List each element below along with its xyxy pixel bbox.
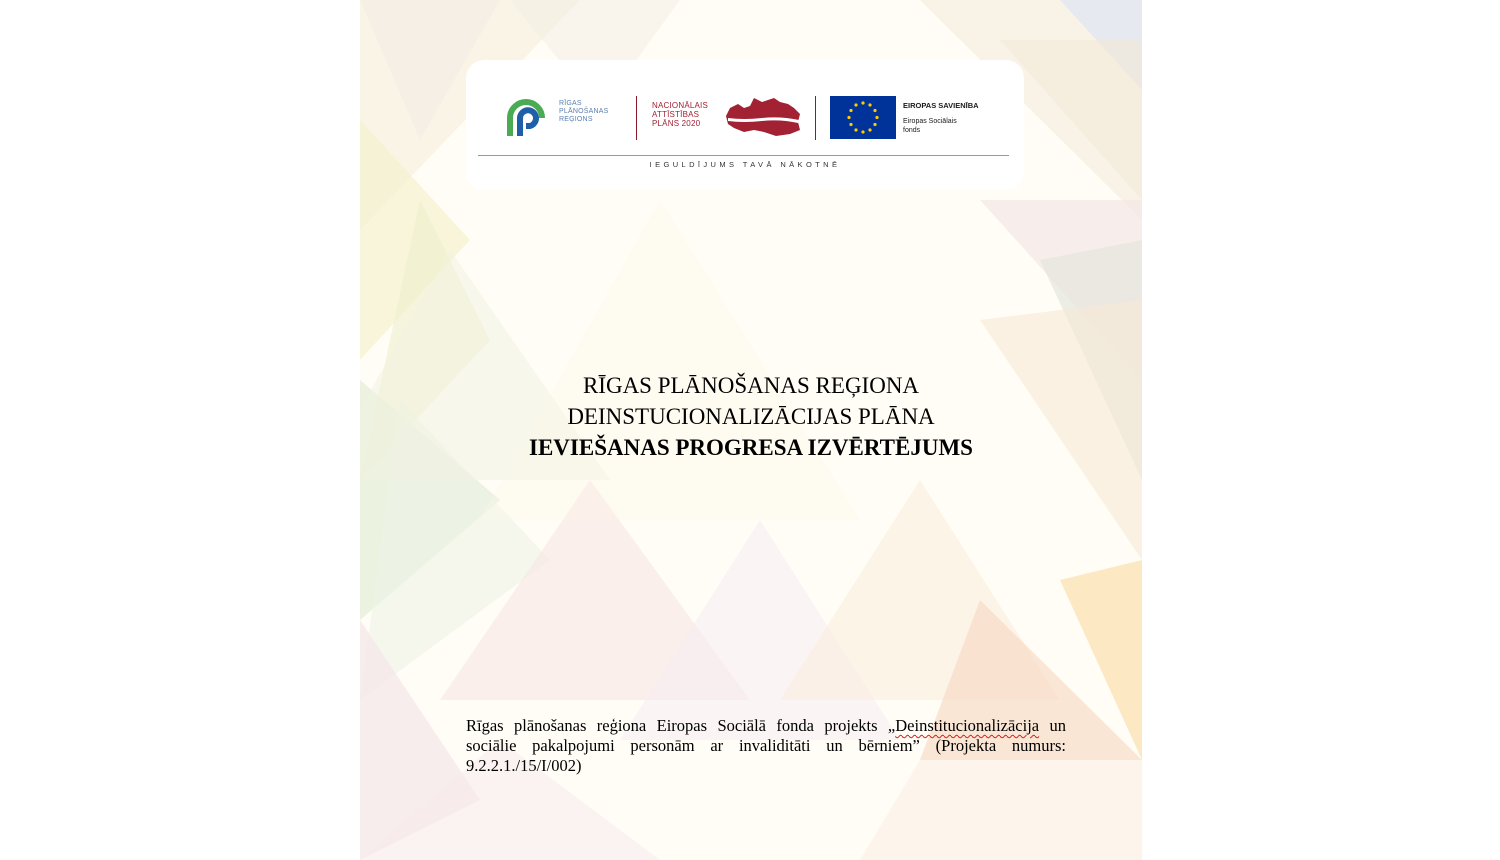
document-page — [360, 0, 1142, 860]
title-line-1: RĪGAS PLĀNOŠANAS REĢIONA — [582, 373, 920, 398]
eu-title: EIROPAS SAVIENĪBA — [903, 101, 979, 110]
logo-separator — [815, 96, 816, 140]
nap-logo-text: NACIONĀLAIS ATTĪSTĪBAS PLĀNS 2020 — [652, 101, 708, 128]
tagline: IEGULDĪJUMS TAVĀ NĀKOTNĒ — [649, 160, 841, 169]
eu-flag-icon — [830, 96, 896, 139]
banner-divider — [478, 155, 1009, 156]
project-description: Rīgas plānošanas reģiona Eiropas Sociālā fonda projekts „Deinstitucionalizācija un sociālie pakalpojumi personām ar invaliditāti un bērniem” (Projekta numurs: 9.2.2.1./15/I/002) — [466, 716, 1067, 775]
eu-fund-text: Eiropas Sociālais fonds — [903, 118, 957, 134]
logo-separator — [636, 96, 637, 140]
logo-banner — [466, 60, 1024, 190]
logo-row — [466, 60, 1024, 156]
rpr-logo-icon — [502, 96, 552, 140]
title-line-3: IEVIEŠANAS PROGRESA IZVĒRTĒJUMS — [529, 435, 973, 460]
latvia-map-icon — [724, 96, 802, 138]
spellcheck-word: Deinstitucionalizācija — [895, 716, 1040, 735]
document-title — [360, 370, 1142, 463]
rpr-logo-text: RĪGAS PLĀNOŠANAS REĢIONS — [559, 100, 609, 123]
title-line-2: DEINSTUCIONALIZĀCIJAS PLĀNA — [567, 404, 935, 429]
